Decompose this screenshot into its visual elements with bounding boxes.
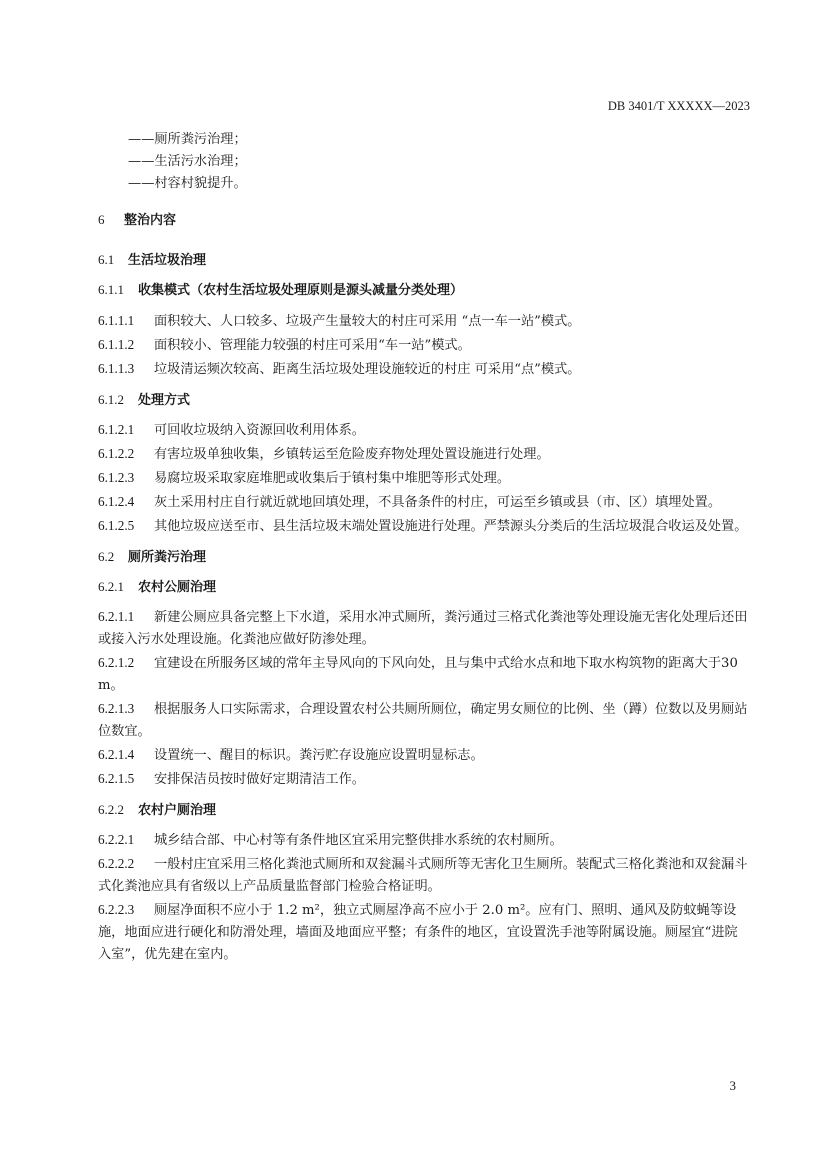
section-number: 6.2 — [98, 549, 115, 564]
clause-number: 6.2.1.4 — [98, 747, 135, 762]
section-number: 6.2.2 — [98, 802, 124, 817]
clause-text: 垃圾清运频次较高、距离生活垃圾处理设施较近的村庄 可采用“点”模式。 — [154, 362, 581, 377]
clause-number: 6.1.1.1 — [98, 313, 135, 328]
section-title: 农村公厕治理 — [138, 580, 217, 595]
section-number: 6.1.2 — [98, 392, 124, 407]
document-code: DB 3401/T XXXXX—2023 — [607, 99, 750, 113]
clause-number: 6.2.1.3 — [98, 701, 135, 716]
clause-text: 设置统一、醒目的标识。粪污贮存设施应设置明显标志。 — [154, 748, 484, 763]
clause-item — [98, 491, 750, 514]
clause-number: 6.1.2.1 — [98, 422, 135, 437]
clause-item — [98, 744, 750, 767]
clause-item — [98, 768, 750, 791]
section-title: 处理方式 — [138, 393, 191, 408]
section-number: 6 — [98, 212, 105, 227]
clause-number: 6.2.1.5 — [98, 771, 135, 786]
clause-item — [98, 310, 750, 333]
dash-list — [98, 129, 750, 195]
section-title: 生活垃圾治理 — [128, 253, 207, 268]
clause-text: 面积较大、人口较多、垃圾产生量较大的村庄可采用 “点一车一站”模式。 — [154, 314, 581, 329]
clause-item — [98, 606, 750, 651]
clause-text: 其他垃圾应送至市、县生活垃圾末端处置设施进行处理。严禁源头分类后的生活垃圾混合收运及处置。 — [154, 519, 748, 534]
clause-number: 6.1.2.4 — [98, 494, 135, 509]
clause-heading — [98, 279, 750, 301]
section-title: 厕所粪污治理 — [128, 550, 207, 565]
clause-item — [98, 899, 750, 966]
document-body — [98, 129, 750, 966]
dash-list-item: ——厕所粪污治理； — [128, 132, 247, 147]
section-number: 6.2.1 — [98, 579, 124, 594]
clause-number: 6.2.1.2 — [98, 655, 135, 670]
clause-text: 宜建设在所服务区域的常年主导风向的下风向处，且与集中式给水点和地下取水构筑物的距离大于30 m。 — [98, 656, 738, 693]
clause-number: 6.1.1.2 — [98, 337, 135, 352]
clause-item — [98, 829, 750, 852]
clause-number: 6.2.2.1 — [98, 832, 135, 847]
clause-item — [98, 853, 750, 898]
clause-item — [98, 334, 750, 357]
clause-text: 一般村庄宜采用三格化粪池式厕所和双瓮漏斗式厕所等无害化卫生厕所。装配式三格化粪池和双瓮漏斗式化粪池应具有省级以上产品质量监督部门检验合格证明。 — [98, 857, 748, 894]
section-number: 6.1.1 — [98, 282, 124, 297]
clause-number: 6.1.2.2 — [98, 446, 135, 461]
clause-item — [98, 419, 750, 442]
clause-item — [98, 467, 750, 490]
clause-item — [98, 698, 750, 743]
clause-number: 6.1.1.3 — [98, 361, 135, 376]
clause-heading — [98, 389, 750, 411]
clause-item — [98, 358, 750, 381]
clause-text: 面积较小、管理能力较强的村庄可采用“车一站”模式。 — [154, 338, 471, 353]
clause-item — [98, 652, 750, 697]
clause-item — [98, 515, 750, 538]
clause-text: 有害垃圾单独收集，乡镇转运至危险废弃物处理处置设施进行处理。 — [154, 447, 550, 462]
section-title: 整治内容 — [124, 213, 177, 228]
dash-list-item: ——村容村貌提升。 — [128, 176, 247, 191]
subsection-heading — [98, 546, 750, 568]
clause-text: 易腐垃圾采取家庭堆肥或收集后于镇村集中堆肥等形式处理。 — [154, 471, 511, 486]
clause-text: 安排保洁员按时做好定期清洁工作。 — [154, 772, 365, 787]
clause-item — [98, 443, 750, 466]
clause-text: 新建公厕应具备完整上下水道，采用水冲式厕所，粪污通过三格式化粪池等处理设施无害化处理后还田或接入污水处理设施。化粪池应做好防渗处理。 — [98, 610, 748, 647]
clause-text: 灰土采用村庄自行就近就地回填处理，不具备条件的村庄，可运至乡镇或县（市、区）填埋处置。 — [154, 495, 722, 510]
section-number: 6.1 — [98, 252, 115, 267]
clause-text: 厕屋净面积不应小于 1.2 m²，独立式厕屋净高不应小于 2.0 m²。应有门、照明、通风及防蚊蝇等设施，地面应进行硬化和防滑处理，墙面及地面应平整；有条件的地区，宜设置洗手池等附属设施。厕屋宜“进院入室”，优先建在室内。 — [98, 903, 738, 962]
clause-number: 6.2.1.1 — [98, 609, 135, 624]
clause-text: 城乡结合部、中心村等有条件地区宜采用完整供排水系统的农村厕所。 — [154, 833, 563, 848]
clause-number: 6.2.2.3 — [98, 902, 135, 917]
clause-text: 根据服务人口实际需求，合理设置农村公共厕所厕位，确定男女厕位的比例、坐（蹲）位数以及男厕站位数宜。 — [98, 702, 748, 739]
page-number: 3 — [729, 1078, 736, 1093]
section-heading — [98, 209, 750, 231]
clause-heading — [98, 576, 750, 598]
clause-heading — [98, 799, 750, 821]
clause-text: 可回收垃圾纳入资源回收利用体系。 — [154, 423, 365, 438]
section-title: 收集模式（农村生活垃圾处理原则是源头减量分类处理） — [138, 283, 464, 298]
clause-number: 6.2.2.2 — [98, 856, 135, 871]
subsection-heading — [98, 249, 750, 271]
section-title: 农村户厕治理 — [138, 803, 217, 818]
dash-list-item: ——生活污水治理； — [128, 154, 247, 169]
clause-number: 6.1.2.5 — [98, 518, 135, 533]
clause-number: 6.1.2.3 — [98, 470, 135, 485]
